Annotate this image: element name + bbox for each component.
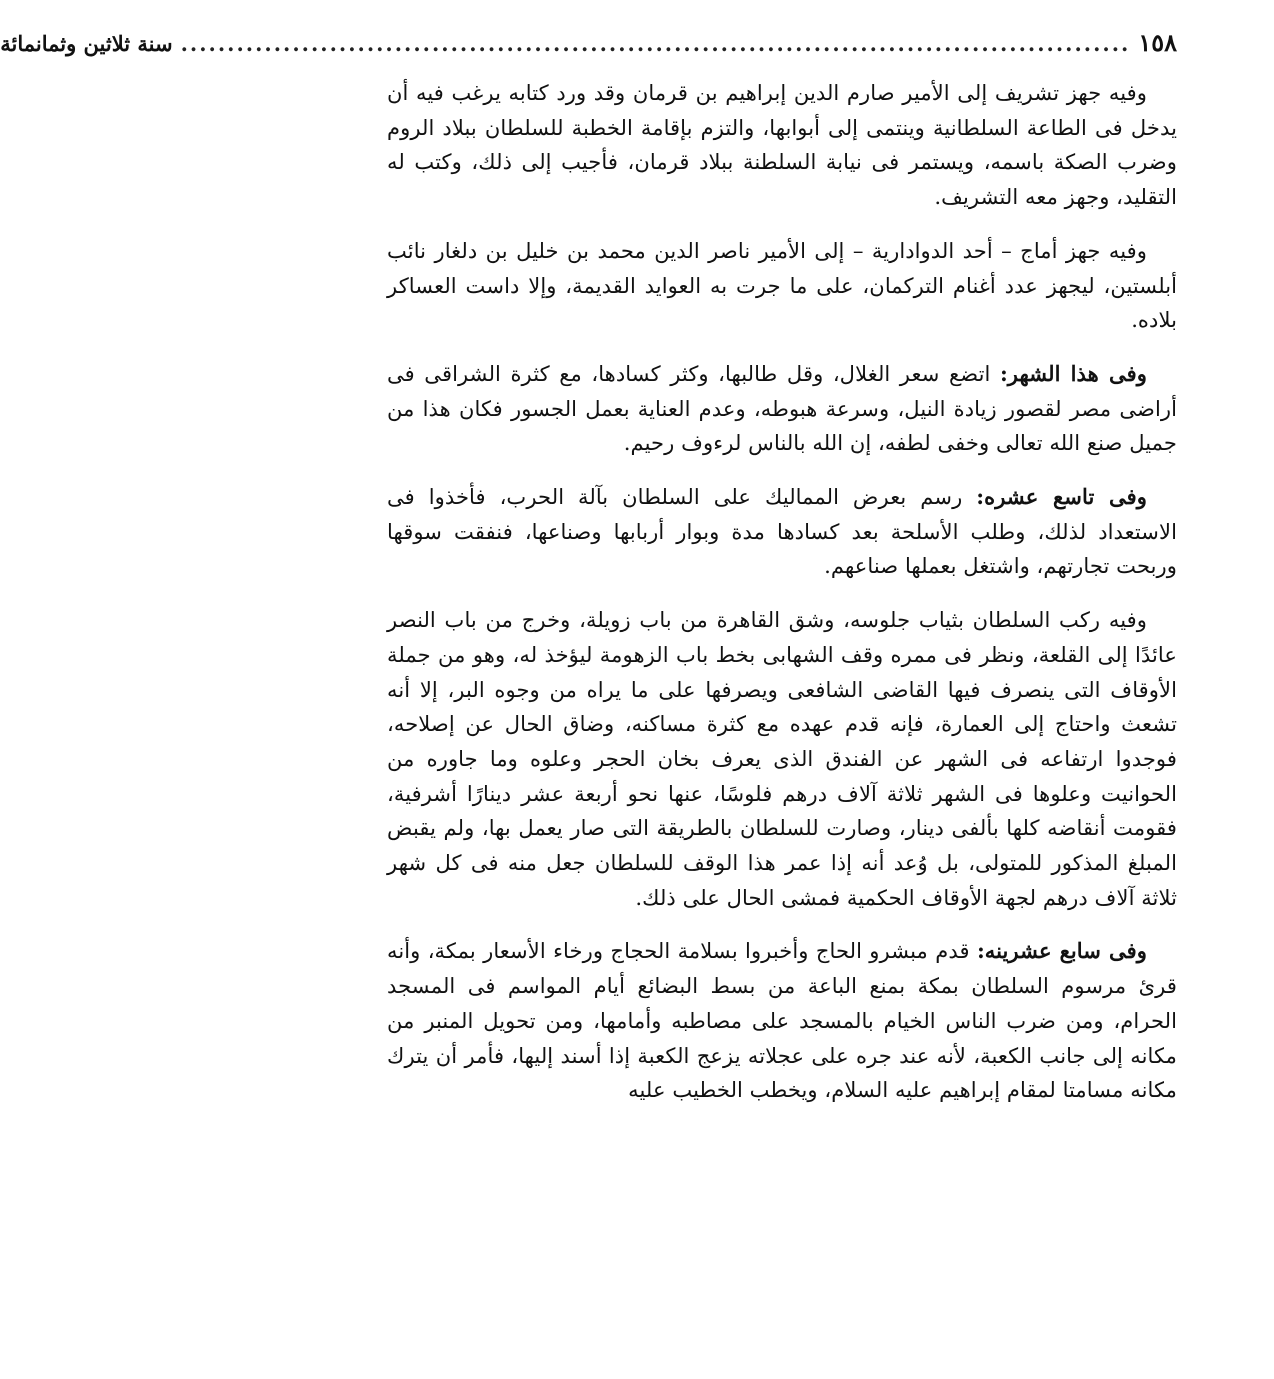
paragraph-lead: وفى هذا الشهر: bbox=[999, 360, 1147, 386]
header-dot-leader: ...................................................................................................... bbox=[180, 31, 1131, 56]
paragraph-text: رسم بعرض المماليك على السلطان بآلة الحرب، فأخذوا فى الاستعداد لذلك، وطلب الأسلحة بعد كسادها مدة وبوار أربابها وصناعها، فنفقت سوقها وربحت تجارتهم، واشتغل بعملها صناعهم. bbox=[387, 484, 1177, 579]
paragraph-text: قدم مبشرو الحاج وأخبروا بسلامة الحجاج ورخاء الأسعار بمكة، وأنه قرئ مرسوم السلطان بمكة بمنع الباعة من بسط البضائع أيام المواسم فى المسجد الحرام، ومن ضرب الناس الخيام بالمسجد على مصاطبه وأمامها، ومن تحويل المنبر من مكانه إلى جانب الكعبة، لأنه عند جره على عجلاته يزعج الكعبة إذا أسند إليها، فأمر أن يترك مكانه مسامتا لمقام إبراهيم عليه السلام، ويخطب الخطيب عليه bbox=[387, 938, 1177, 1103]
paragraph bbox=[387, 357, 1177, 461]
paragraph-text: وفيه جهز أماج – أحد الدوادارية – إلى الأمير ناصر الدين محمد بن خليل بن دلغار نائب أبلستين، ليجهز عدد أغنام التركمان، على ما جرت به العوايد القديمة، وإلا داست العساكر بلاده. bbox=[387, 237, 1177, 333]
paragraph-lead: وفى تاسع عشره: bbox=[976, 484, 1147, 510]
running-title: سنة ثلاثين وثمانمائة bbox=[0, 31, 173, 56]
paragraph bbox=[387, 480, 1177, 584]
paragraph bbox=[387, 603, 1177, 915]
page-number: ١٥٨ bbox=[1138, 28, 1177, 57]
paragraph bbox=[387, 76, 1177, 215]
paragraph-text: اتضع سعر الغلال، وقل طالبها، وكثر كسادها، مع كثرة الشراقى فى أراضى مصر لقصور زيادة النيل، وسرعة هبوطه، وعدم العناية بعمل الجسور فكان هذا من جميل صنع الله تعالى وخفى لطفه، إن الله بالناس لرءوف رحيم. bbox=[387, 360, 1177, 456]
running-header bbox=[0, 28, 1177, 64]
paragraph-text: وفيه ركب السلطان بثياب جلوسه، وشق القاهرة من باب زويلة، وخرج من باب النصر عائدًا إلى القلعة، ونظر فى ممره وقف الشهابى بخط باب الزهومة ليؤخذ له، وهو من جملة الأوقاف التى ينصرف فيها القاضى الشافعى ويصرفها على ما يراه من وجوه البر، إلا أنه تشعث واحتاج إلى العمارة، فإنه قدم عهده مع كثرة مساكنه، وضاق الحال عن إصلاحه، فوجدوا ارتفاعه فى الشهر عن الفندق الذى يعرف بخان الحجر وعلوه وما جاوره من الحوانيت وعلوها فى الشهر ثلاثة آلاف درهم فلوسًا، عنها نحو أربعة عشر دينارًا أشرفية، فقومت أنقاضه كلها بألفى دينار، وصارت للسلطان بالطريقة التى صار يعمل بها، ولم يقبض المبلغ المذكور للمتولى، بل وُعد أنه إذا عمر هذا الوقف للسلطان جعل منه فى كل شهر ثلاثة آلاف درهم لجهة الأوقاف الحكمية فمشى الحال على ذلك. bbox=[387, 607, 1177, 910]
paragraph-lead: وفى سابع عشرينه: bbox=[976, 938, 1148, 964]
paragraph bbox=[387, 234, 1177, 338]
book-page bbox=[0, 28, 1177, 1108]
paragraph bbox=[387, 934, 1177, 1108]
paragraph-text: وفيه جهز تشريف إلى الأمير صارم الدين إبراهيم بن قرمان وقد ورد كتابه يرغب فيه أن يدخل فى الطاعة السلطانية وينتمى إلى أبوابها، والتزم بإقامة الخطبة للسلطان ببلاد الروم وضرب الصكة باسمه، ويستمر فى نيابة السلطنة ببلاد قرمان، فأجيب إلى ذلك، وكتب له التقليد، وجهز معه التشريف. bbox=[387, 80, 1177, 210]
